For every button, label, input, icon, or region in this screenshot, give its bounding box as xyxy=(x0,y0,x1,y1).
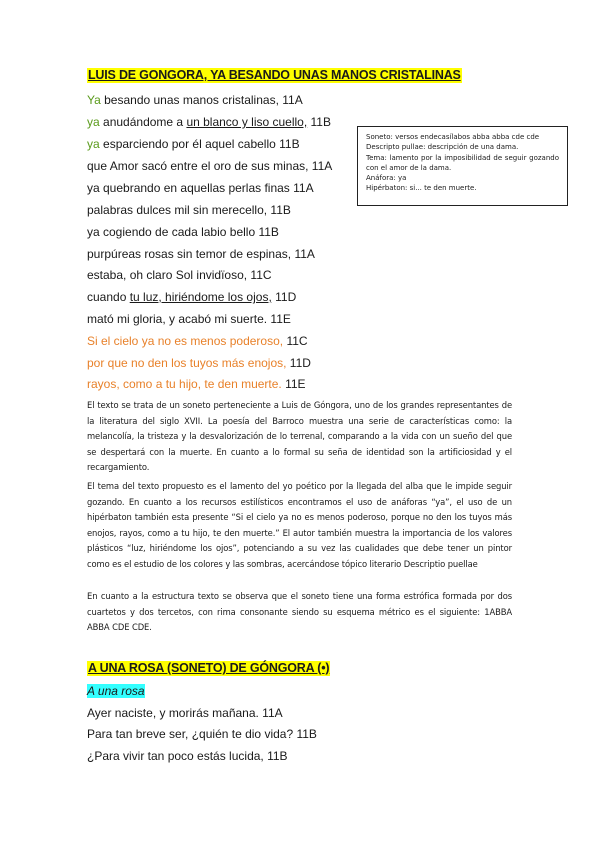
verse-text: esparciendo por él aquel cabello 11B xyxy=(99,137,300,151)
verse-text: cuando xyxy=(87,290,130,304)
verse-line xyxy=(87,356,311,371)
verse-line: ya quebrando en aquellas perlas finas 11A xyxy=(87,181,314,195)
sonnet2-subtitle xyxy=(87,684,145,699)
verse-text: besando unas manos cristalinas, 11A xyxy=(100,93,303,107)
anaphora-word: ya xyxy=(87,137,100,151)
meter-label: 11E xyxy=(281,377,306,391)
verse-line: ¿Para vivir tan poco estás lucida, 11B xyxy=(87,749,288,763)
meter-label: 11D xyxy=(271,290,297,304)
verse-line xyxy=(87,334,308,349)
underlined-phrase: tu luz, hiriéndome los ojos, xyxy=(129,290,272,304)
verse-line xyxy=(87,290,296,305)
verse-line: Para tan breve ser, ¿quién te dio vida? 11B xyxy=(87,727,317,741)
verse-line xyxy=(87,115,331,130)
verse-line: Ayer naciste, y morirás mañana. 11A xyxy=(87,706,283,720)
hyperbaton-text: Si el cielo ya no es menos poderoso, xyxy=(87,334,284,348)
verse-line: palabras dulces mil sin merecello, 11B xyxy=(87,203,291,217)
meter-label: 11C xyxy=(283,334,308,348)
verse-text: anudándome a xyxy=(99,115,187,129)
verse-line xyxy=(87,93,303,108)
hyperbaton-text: por que no den los tuyos más enojos, xyxy=(87,356,287,370)
sonnet1-title: LUIS DE GONGORA, YA BESANDO UNAS MANOS CRISTALINAS xyxy=(88,68,461,82)
anaphora-word: Ya xyxy=(87,93,101,107)
highlighted-subtitle: A una rosa xyxy=(87,684,145,698)
commentary-paragraph: En cuanto a la estructura texto se observa que el soneto tiene una forma estrófica formada por dos cuartetos y dos tercetos, con rima consonante siendo su esquema métrico es el siguiente: 1ABBA ABBA CDE CDE. xyxy=(87,591,512,632)
note-line: Tema: lamento por la imposibilidad de seguir gozando con el amor de la dama. xyxy=(366,153,559,172)
verse-line: estaba, oh claro Sol invidïoso, 11C xyxy=(87,268,272,282)
verse-line: que Amor sacó entre el oro de sus minas, 11A xyxy=(87,159,333,173)
underlined-phrase: un blanco y liso cuello, xyxy=(186,115,308,129)
note-line: Soneto: versos endecasílabos abba abba cde cde xyxy=(366,133,540,141)
commentary-paragraph: El texto se trata de un soneto perteneciente a Luis de Góngora, uno de los grandes representantes de la literatura del siglo XVII. La poesía del Barroco muestra una serie de características como: la melancolía, la tristeza y la desvalorización de lo terrenal, comparando a la vida con un sueño del que se despertará con la muerte. En cuanto a lo formal su seña de identidad son la artificiosidad y el recargamiento. xyxy=(87,400,512,472)
anaphora-word: ya xyxy=(87,115,100,129)
verse-line xyxy=(87,377,306,392)
hyperbaton-text: rayos, como a tu hijo, te den muerte. xyxy=(87,377,282,391)
verse-line xyxy=(87,137,300,152)
meter-label: 11B xyxy=(307,115,331,129)
sonnet2-title: A UNA ROSA (SONETO) DE GÓNGORA (•) xyxy=(88,661,330,675)
note-line: Anáfora: ya xyxy=(366,174,407,183)
verse-line: ya cogiendo de cada labio bello 11B xyxy=(87,225,279,239)
commentary-paragraph: El tema del texto propuesto es el lamento del yo poético por la llegada del alba que le impide seguir gozando. En cuanto a los recursos estilísticos encontramos el uso de anáforas “ya”, el uso de un hipérbaton también esta presente “Si el cielo ya no es menos poderoso, porque no den los tuyos más enojos, rayos, como a tu hijo, te den muerte.” El autor también muestra la importancia de los valores plásticos “luz, hiriéndome los ojos”, potenciando a su vez las cualidades que debe tener un pintor como es el estudio de los colores y las sombras, acercándose tópico literario Descriptio puellae xyxy=(87,481,512,569)
verse-line: purpúreas rosas sin temor de espinas, 11A xyxy=(87,247,315,261)
meter-label: 11D xyxy=(286,356,311,370)
note-line: Descripto pullae: descripción de una dama. xyxy=(366,143,519,152)
note-line: Hipérbaton: si... te den muerte. xyxy=(366,184,477,193)
notes-box xyxy=(357,126,568,206)
verse-line: mató mi gloria, y acabó mi suerte. 11E xyxy=(87,312,291,326)
